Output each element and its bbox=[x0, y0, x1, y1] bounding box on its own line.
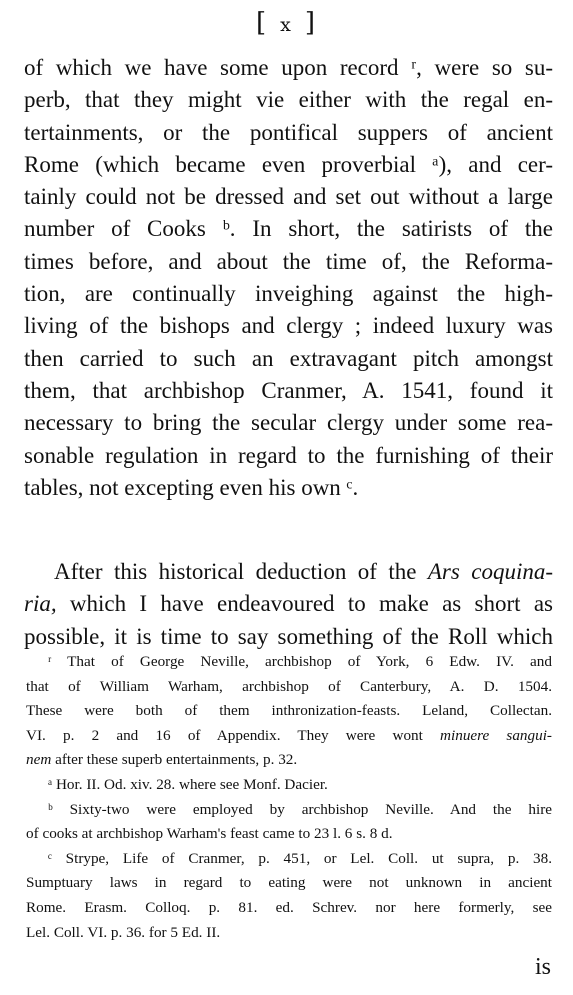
text-run: VI. p. 2 and 16 of Appendix. They were wont bbox=[26, 726, 441, 744]
footnote-line: Rome. Erasm. Colloq. p. 81. ed. Schrev. nor here formerly, see bbox=[26, 898, 552, 916]
text-line: sonable regulation in regard to the furnishing of their bbox=[24, 442, 553, 468]
paragraph-2 bbox=[24, 556, 553, 653]
main-text bbox=[24, 52, 553, 653]
footnote-line: These were both of them inthronization-feasts. Leland, Collectan. bbox=[26, 702, 552, 720]
text-line: tainly could not be dressed and set out without a large bbox=[24, 184, 553, 210]
footnote-r bbox=[26, 650, 552, 773]
text-line: necessary to bring the secular clergy under some rea- bbox=[24, 410, 553, 436]
text-line: them, that archbishop Cranmer, A. 1541, found it bbox=[24, 377, 553, 403]
footnote-line: ᵇ Sixty-two were employed by archbishop Neville. And the hire bbox=[48, 800, 552, 818]
text-run: after these superb entertainments, p. 32. bbox=[51, 751, 298, 769]
text-line: tertainments, or the pontifical suppers of ancient bbox=[24, 119, 553, 145]
paragraph-gap bbox=[24, 504, 553, 556]
text-line: perb, that they might vie either with the regal en- bbox=[24, 87, 553, 113]
text-line: then carried to such an extravagant pitch amongst bbox=[24, 345, 553, 371]
right-bracket: ] bbox=[304, 8, 318, 38]
text-line: times before, and about the time of, the Reforma- bbox=[24, 248, 553, 274]
italic-term: nem bbox=[26, 751, 52, 769]
paragraph-1 bbox=[24, 52, 553, 504]
footnotes bbox=[26, 650, 552, 945]
footnote-line: ᶜ Strype, Life of Cranmer, p. 451, or Lel. Coll. ut supra, p. 38. bbox=[48, 849, 552, 867]
page-number: x bbox=[280, 14, 293, 36]
footnote-a bbox=[26, 773, 552, 798]
page-header bbox=[0, 6, 573, 42]
text-line bbox=[24, 588, 553, 620]
footnote-line bbox=[26, 748, 552, 773]
text-line: Rome (which became even proverbial ᵃ), and cer- bbox=[24, 151, 553, 177]
text-line: tables, not excepting even his own ᶜ. bbox=[24, 474, 359, 500]
footnote-b bbox=[26, 798, 552, 847]
text-line: of which we have some upon record ʳ, were so su- bbox=[24, 55, 553, 80]
italic-term: minuere sangui- bbox=[440, 726, 552, 744]
footnote-line: Sumptuary laws in regard to eating were not unknown in ancient bbox=[26, 874, 552, 892]
footnote-line bbox=[26, 724, 552, 749]
left-bracket: [ bbox=[255, 8, 269, 38]
text-line bbox=[24, 556, 553, 588]
footnote-line: of cooks at archbishop Warham's feast came to 23 l. 6 s. 8 d. bbox=[26, 825, 393, 843]
italic-term: ria, bbox=[24, 591, 57, 617]
footnote-line: Lel. Coll. VI. p. 36. for 5 Ed. II. bbox=[26, 923, 221, 941]
footnote-c bbox=[26, 847, 552, 945]
italic-term: Ars coquina- bbox=[427, 559, 553, 585]
text-run: which I have endeavoured to make as short as bbox=[56, 591, 553, 617]
text-line: tion, are continually inveighing against the high- bbox=[24, 281, 553, 307]
text-line: number of Cooks ᵇ. In short, the satirists of the bbox=[24, 216, 553, 242]
footnote-line: ʳ That of George Neville, archbishop of York, 6 Edw. IV. and bbox=[48, 653, 552, 670]
footnote-line: ᵃ Hor. II. Od. xiv. 28. where see Monf. Dacier. bbox=[48, 775, 328, 793]
footnote-line: that of William Warham, archbishop of Canterbury, A. D. 1504. bbox=[26, 677, 552, 695]
text-run: After this historical deduction of the bbox=[54, 559, 428, 585]
text-line: possible, it is time to say something of the Roll which bbox=[24, 623, 553, 649]
text-line: living of the bishops and clergy ; indeed luxury was bbox=[24, 313, 553, 339]
catchword: is bbox=[534, 954, 551, 980]
